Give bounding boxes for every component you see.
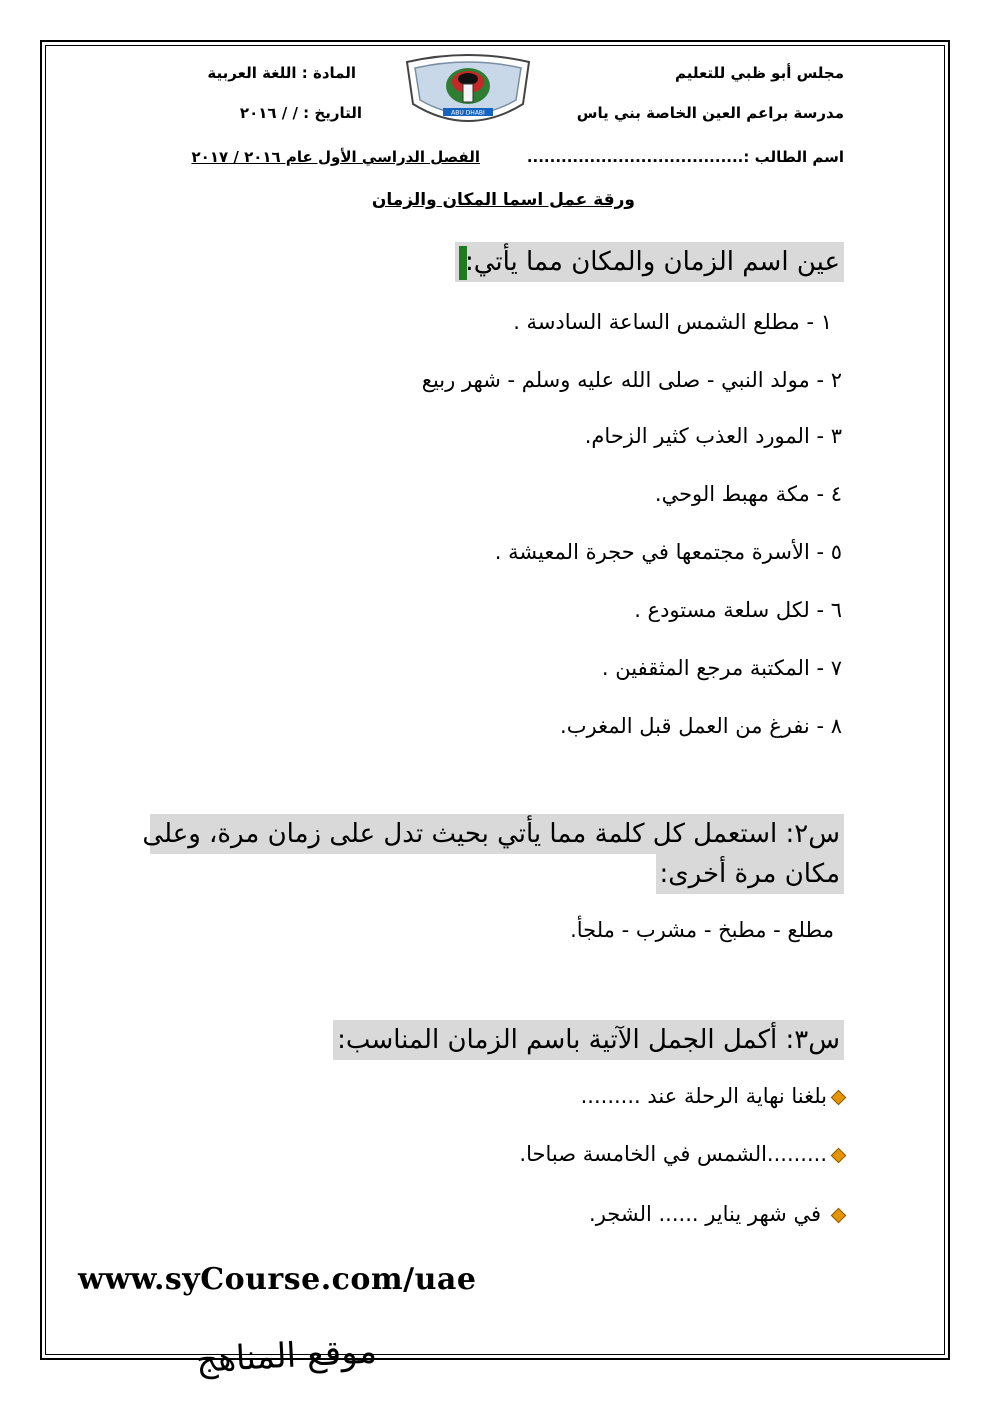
school-name: مدرسة براعم العين الخاصة بني ياس [576, 104, 844, 122]
diamond-bullet-icon [831, 1207, 847, 1223]
subject-label: المادة : اللغة العربية [207, 64, 356, 82]
q3-item-1 [581, 1084, 844, 1108]
q1-item-5: ٥ - الأسرة مجتمعها في حجرة المعيشة . [494, 540, 842, 564]
q1-item-2: ٢ - مولد النبي - صلى الله عليه وسلم - شهر ربيع [421, 368, 842, 392]
logo-text: ABU DHABI [451, 109, 485, 117]
date-field: التاريخ : / / ٢٠١٦ [239, 104, 362, 122]
q3-item-2 [519, 1142, 844, 1166]
site-name-watermark: موقع المناهج [195, 1331, 378, 1381]
q1-item-1: ١ - مطلع الشمس الساعة السادسة . [513, 310, 832, 334]
student-name-field: اسم الطالب :...................................... [526, 148, 844, 166]
diamond-bullet-icon [831, 1147, 847, 1163]
diamond-bullet-icon [831, 1089, 847, 1105]
council-name: مجلس أبو ظبي للتعليم [674, 64, 844, 82]
q3-item-3-text: في شهر يناير ...... الشجر. [589, 1202, 821, 1226]
q3-item-1-text: بلغنا نهاية الرحلة عند ......... [580, 1084, 827, 1108]
q2-prompt-line-2: مكان مرة أخرى: [656, 854, 844, 894]
q1-item-6: ٦ - لكل سلعة مستودع . [634, 598, 842, 622]
q3-item-3 [589, 1202, 844, 1226]
q1-item-8: ٨ - نفرغ من العمل قبل المغرب. [560, 714, 842, 738]
q1-prompt-text: عين اسم الزمان والمكان مما يأتي: [464, 247, 840, 277]
q1-item-4: ٤ - مكة مهبط الوحي. [654, 482, 842, 506]
q1-item-3: ٣ - المورد العذب كثير الزحام. [584, 424, 842, 448]
q3-item-2-text: .........الشمس في الخامسة صباحا. [519, 1142, 827, 1166]
school-logo [403, 52, 533, 132]
q2-words: مطلع - مطبخ - مشرب - ملجأ. [570, 918, 834, 942]
q1-item-7: ٧ - المكتبة مرجع المثقفين . [601, 656, 842, 680]
semester-label: الفصل الدراسي الأول عام ٢٠١٦ / ٢٠١٧ [191, 148, 480, 166]
q2-prompt-line-1: س٢: استعمل كل كلمة مما يأتي بحيث تدل على زمان مرة، وعلى [150, 814, 844, 854]
worksheet-title: ورقة عمل اسما المكان والزمان [371, 190, 635, 210]
website-url[interactable]: www.syCourse.com/uae [78, 1262, 477, 1297]
q3-prompt: س٣: أكمل الجمل الآتية باسم الزمان المناسب: [333, 1020, 844, 1060]
q1-prompt [455, 242, 844, 282]
